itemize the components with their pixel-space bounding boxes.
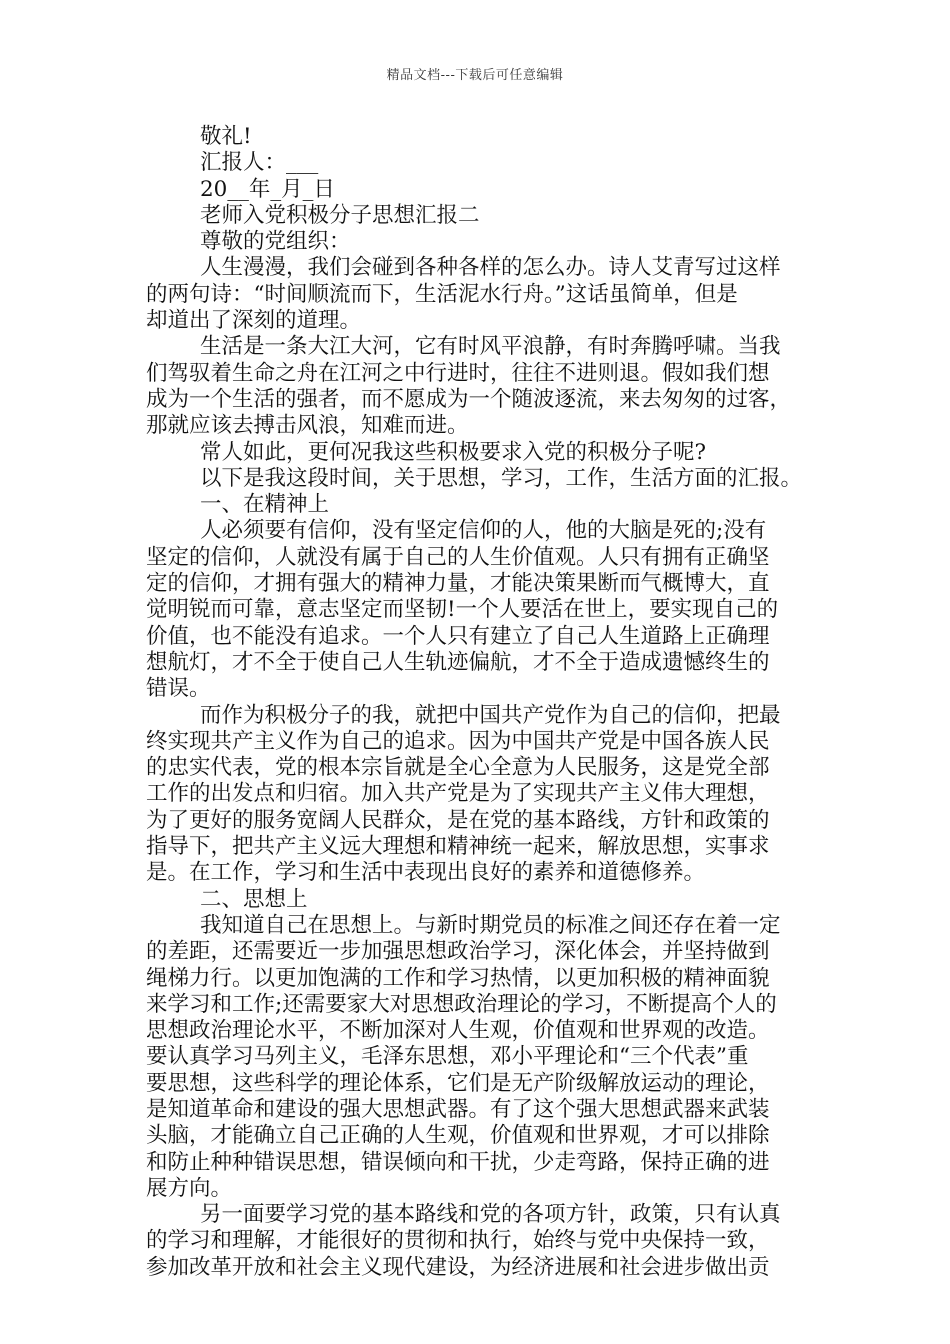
text-line: 尊敬的党组织： bbox=[200, 229, 351, 255]
text-line: 思想政治理论水平，不断加深对人生观，价值观和世界观的改造。 bbox=[146, 1018, 770, 1044]
page-header: 精品文档---下载后可任意编辑 bbox=[386, 68, 564, 83]
text-line: 绳梯力行。以更加饱满的工作和学习热情，以更加积极的精神面貌 bbox=[146, 965, 770, 991]
text-line: 和防止种种错误思想，错误倾向和干扰，少走弯路，保持正确的进 bbox=[146, 1149, 770, 1175]
text-line: 那就应该去搏击风浪，知难而进。 bbox=[146, 413, 469, 439]
text-line: 错误。 bbox=[146, 676, 211, 702]
text-line: 生活是一条大江大河，它有时风平浪静，有时奔腾呼啸。当我 bbox=[200, 334, 781, 360]
text-line: 二、思想上 bbox=[200, 886, 308, 912]
text-line: 而作为积极分子的我，就把中国共产党作为自己的信仰，把最 bbox=[200, 702, 781, 728]
text-line: 一、在精神上 bbox=[200, 492, 330, 518]
text-line: 另一面要学习党的基本路线和党的各项方针，政策，只有认真 bbox=[200, 1202, 781, 1228]
text-line: 参加改革开放和社会主义现代建设，为经济进展和社会进步做出贡 bbox=[146, 1254, 770, 1280]
text-line: 展方向。 bbox=[146, 1175, 233, 1201]
text-line: 20__年_月_日 bbox=[200, 176, 335, 202]
text-line: 终实现共产主义作为自己的追求。因为中国共产党是中国各族人民 bbox=[146, 728, 770, 754]
text-line: 的差距，还需要近一步加强思想政治学习，深化体会，并坚持做到 bbox=[146, 939, 770, 965]
text-line: 却道出了深刻的道理。 bbox=[146, 308, 362, 334]
text-line: 老师入党积极分子思想汇报二 bbox=[200, 202, 480, 228]
text-line: 为了更好的服务宽阔人民群众，是在党的基本路线，方针和政策的 bbox=[146, 807, 770, 833]
text-line: 头脑，才能确立自己正确的人生观，价值观和世界观，才可以排除 bbox=[146, 1123, 770, 1149]
text-line: 是知道革命和建设的强大思想武器。有了这个强大思想武器来武装 bbox=[146, 1096, 770, 1122]
text-line: 来学习和工作;还需要家大对思想政治理论的学习，不断提高个人的 bbox=[146, 991, 777, 1017]
text-line: 们驾驭着生命之舟在江河之中行进时，往往不进则退。假如我们想 bbox=[146, 360, 770, 386]
text-line: 的学习和理解，才能很好的贯彻和执行，始终与党中央保持一致， bbox=[146, 1228, 770, 1254]
text-line: 的忠实代表，党的根本宗旨就是全心全意为人民服务，这是党全部 bbox=[146, 755, 770, 781]
text-line: 成为一个生活的强者，而不愿成为一个随波逐流，来去匆匆的过客， bbox=[146, 386, 792, 412]
text-line: 是。在工作，学习和生活中表现出良好的素养和道德修养。 bbox=[146, 860, 706, 886]
text-line: 人生漫漫，我们会碰到各种各样的怎么办。诗人艾青写过这样 bbox=[200, 255, 781, 281]
text-line: 敬礼! bbox=[200, 124, 252, 149]
document-body bbox=[146, 124, 814, 1281]
text-line: 常人如此，更何况我这些积极要求入党的积极分子呢? bbox=[200, 439, 707, 465]
text-line: 觉明锐而可靠，意志坚定而坚韧!一个人要活在世上，要实现自己的 bbox=[146, 597, 779, 623]
text-line: 想航灯，才不全于使自己人生轨迹偏航，才不全于造成遗憾终生的 bbox=[146, 649, 770, 675]
text-line: 坚定的信仰，人就没有属于自己的人生价值观。人只有拥有正确坚 bbox=[146, 544, 770, 570]
text-line: 的两句诗：“时间顺流而下，生活泥水行舟。”这话虽简单，但是 bbox=[146, 281, 738, 307]
text-line: 我知道自己在思想上。与新时期党员的标准之间还存在着一定 bbox=[200, 912, 781, 938]
text-line: 要认真学习马列主义，毛泽东思想，邓小平理论和“三个代表”重 bbox=[146, 1044, 749, 1070]
text-line: 以下是我这段时间，关于思想，学习，工作，生活方面的汇报。 bbox=[200, 465, 803, 491]
text-line: 定的信仰，才拥有强大的精神力量，才能决策果断而气概博大，直 bbox=[146, 571, 770, 597]
text-line: 指导下，把共产主义远大理想和精神统一起来，解放思想，实事求 bbox=[146, 834, 770, 860]
text-line: 人必须要有信仰，没有坚定信仰的人，他的大脑是死的;没有 bbox=[200, 518, 767, 544]
text-line: 要思想，这些科学的理论体系，它们是无产阶级解放运动的理论， bbox=[146, 1070, 770, 1096]
text-line: 汇报人：___ bbox=[200, 150, 319, 176]
text-line: 价值，也不能没有追求。一个人只有建立了自己人生道路上正确理 bbox=[146, 623, 770, 649]
text-line: 工作的出发点和归宿。加入共产党是为了实现共产主义伟大理想， bbox=[146, 781, 770, 807]
